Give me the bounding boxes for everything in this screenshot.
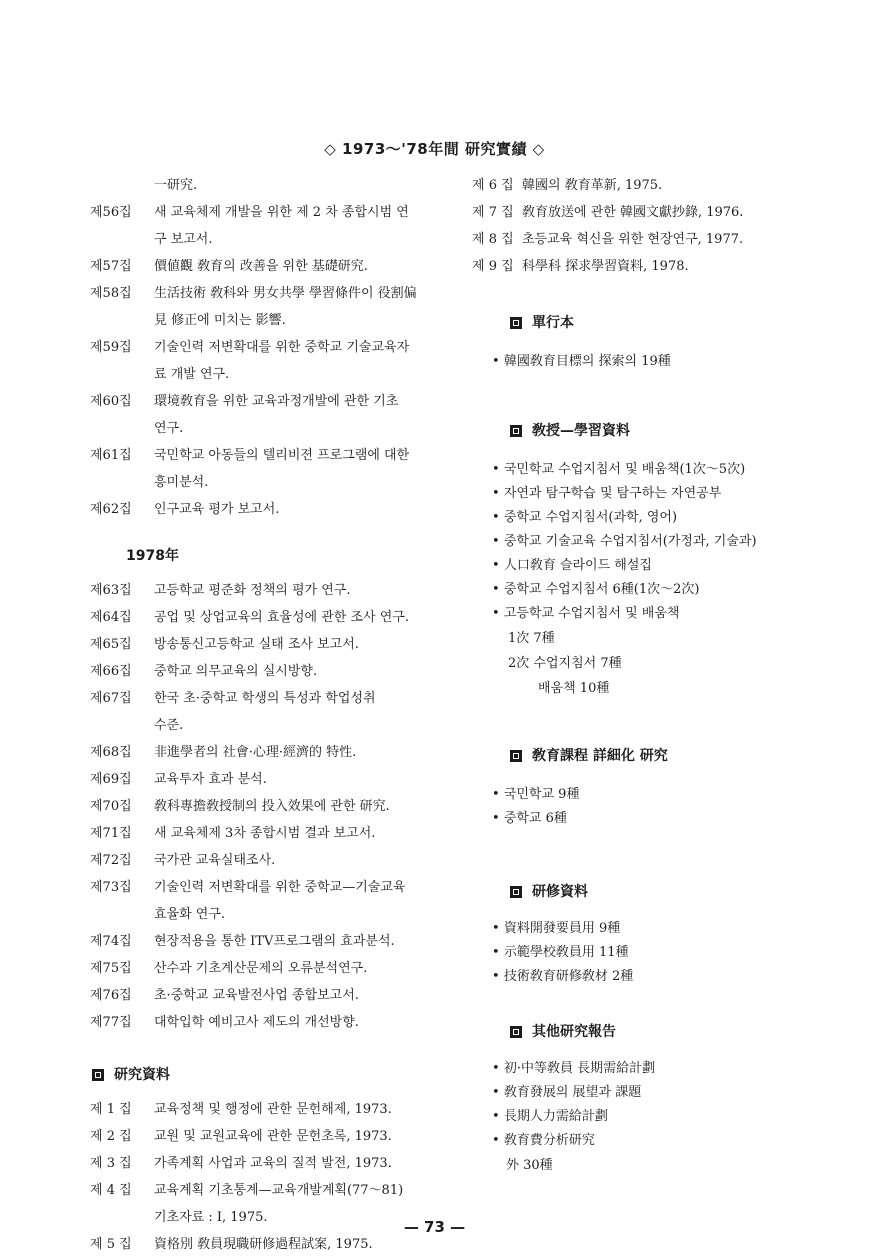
- list-item: 제68집 非進學者의 社會·心理·經濟的 特性.: [90, 745, 357, 760]
- section-heading: 敎授—學習資料: [508, 420, 812, 442]
- list-item: 제76집 초·중학교 교육발전사업 종합보고서.: [90, 988, 359, 1003]
- square-bullet-icon: [510, 1026, 522, 1038]
- list-item: 제 4 집 교육계획 기초통계—교육개발계획(77～81): [90, 1183, 404, 1198]
- list-item-cont: 구 보고서.: [154, 232, 213, 247]
- list-item-cont: 기초자료 : Ⅰ, 1975.: [154, 1210, 268, 1225]
- list-subitem: 배움책 10種: [538, 681, 610, 696]
- list-item: • 중학교 기술교육 수업지침서(가정과, 기술과): [492, 530, 812, 554]
- section-heading: 其他研究報告: [508, 1021, 812, 1043]
- right-column: [472, 174, 812, 1178]
- section-heading: 單行本: [508, 312, 812, 334]
- year-heading: 1978年: [126, 548, 179, 564]
- list-item: • 국민학교 수업지침서 및 배움책(1次～5次): [492, 458, 812, 482]
- list-item: 제61집 국민학교 아동들의 텔리비젼 프로그램에 대한: [90, 448, 410, 463]
- list-item: 제58집 生活技術 敎科와 男女共學 學習條件이 役割偏: [90, 286, 417, 301]
- list-item: 제67집 한국 초·중학교 학생의 특성과 학업성취: [90, 691, 376, 706]
- list-item: • 중학교 수업지침서 6種(1次～2次): [492, 578, 812, 602]
- list-item: 제74집 현장적용을 통한 ITV프로그램의 효과분석.: [90, 934, 395, 949]
- list-item: • 중학교 수업지침서(과학, 영어): [492, 506, 812, 530]
- list-item: 제71집 새 교육체제 3차 종합시범 결과 보고서.: [90, 826, 376, 841]
- list-item: • 技術敎育研修敎材 2種: [492, 965, 812, 989]
- list-item: 제64집 공업 및 상업교육의 효율성에 관한 조사 연구.: [90, 610, 409, 625]
- list-item: 제 8 집 초등교육 혁신을 위한 현장연구, 1977.: [472, 232, 744, 247]
- list-item: 제 2 집 교원 및 교원교육에 관한 문헌초록, 1973.: [90, 1129, 392, 1144]
- list-item: 제 5 집 資格別 敎員現職研修過程試案, 1975.: [90, 1237, 373, 1252]
- square-bullet-icon: [510, 750, 522, 762]
- list-item: 제 1 집 교육정책 및 행정에 관한 문헌해제, 1973.: [90, 1102, 392, 1117]
- list-item: • 資料開發要員用 9種: [492, 917, 812, 941]
- square-bullet-icon: [510, 425, 522, 437]
- list-item: 제 7 집 敎育放送에 관한 韓國文獻抄錄, 1976.: [472, 205, 744, 220]
- list-item: 제62집 인구교육 평가 보고서.: [90, 502, 280, 517]
- list-item: 제 9 집 科學科 探求學習資料, 1978.: [472, 259, 689, 274]
- list-item: • 고등학교 수업지침서 및 배움책: [492, 602, 812, 626]
- page-number: — 73 —: [403, 1218, 466, 1236]
- list-item: 제57집 價値觀 敎育의 改善을 위한 基礎研究.: [90, 259, 368, 274]
- list-item: 제75집 산수과 기초계산문제의 오류분석연구.: [90, 961, 368, 976]
- list-item: 제 6 집 韓國의 敎育革新, 1975.: [472, 178, 663, 193]
- list-item: • 敎育費分析研究: [492, 1129, 812, 1153]
- list-item: • 人口敎育 슬라이드 해설집: [492, 554, 812, 578]
- list-item: • 중학교 6種: [492, 807, 812, 831]
- list-item: • 示範學校敎員用 11種: [492, 941, 812, 965]
- list-item: 제69집 교육투자 효과 분석.: [90, 772, 267, 787]
- continued-text: 一研究.: [154, 178, 198, 193]
- list-item: 제72집 국가관 교육실태조사.: [90, 853, 276, 868]
- page-title: ◇ 1973～'78年間 研究實績 ◇: [324, 140, 545, 158]
- list-item: 제 3 집 가족계획 사업과 교육의 질적 발전, 1973.: [90, 1156, 392, 1171]
- list-item-cont: 수준.: [154, 718, 184, 733]
- list-item: 제77집 대학입학 예비고사 제도의 개선방향.: [90, 1015, 359, 1030]
- square-bullet-icon: [92, 1069, 104, 1081]
- list-item: 제73집 기술인력 저변확대를 위한 중학교—기술교육: [90, 880, 406, 895]
- left-column: [90, 174, 470, 1260]
- list-subitem: 2次 수업지침서 7種: [508, 656, 622, 671]
- list-item: 제70집 敎科專擔敎授制의 投入效果에 관한 研究.: [90, 799, 390, 814]
- list-item: • 長期人力需給計劃: [492, 1105, 812, 1129]
- list-item: 제63집 고등학교 평준화 정책의 평가 연구.: [90, 583, 351, 598]
- list-item: 제66집 중학교 의무교육의 실시방향.: [90, 664, 318, 679]
- list-subitem: 外 30種: [506, 1158, 553, 1173]
- list-item-cont: 見 修正에 미치는 影響.: [154, 313, 286, 328]
- list-item-cont: 연구.: [154, 421, 184, 436]
- list-item-cont: 흥미분석.: [154, 475, 209, 490]
- list-item-cont: 료 개발 연구.: [154, 367, 230, 382]
- square-bullet-icon: [510, 317, 522, 329]
- square-bullet-icon: [510, 886, 522, 898]
- section-heading: 敎育課程 詳細化 研究: [508, 745, 812, 767]
- section-heading: 研修資料: [508, 881, 812, 903]
- list-subitem: 1次 7種: [508, 631, 555, 646]
- list-item: • 국민학교 9種: [492, 783, 812, 807]
- list-item: 제59집 기술인력 저변확대를 위한 중학교 기술교육자: [90, 340, 410, 355]
- section-heading: 研究資料: [90, 1064, 470, 1086]
- list-item: • 初·中等敎員 長期需給計劃: [492, 1057, 812, 1081]
- list-item-cont: 효율화 연구.: [154, 907, 226, 922]
- list-item: 제65집 방송통신고등학교 실태 조사 보고서.: [90, 637, 359, 652]
- list-item: 제60집 環境敎育을 위한 교육과정개발에 관한 기초: [90, 394, 399, 409]
- list-item: • 자연과 탐구학습 및 탐구하는 자연공부: [492, 482, 812, 506]
- list-item: 제56집 새 교육체제 개발을 위한 제 2 차 종합시범 연: [90, 205, 409, 220]
- list-item: • 敎育發展의 展望과 課題: [492, 1081, 812, 1105]
- list-item: • 韓國敎育目標의 探索의 19種: [492, 350, 812, 374]
